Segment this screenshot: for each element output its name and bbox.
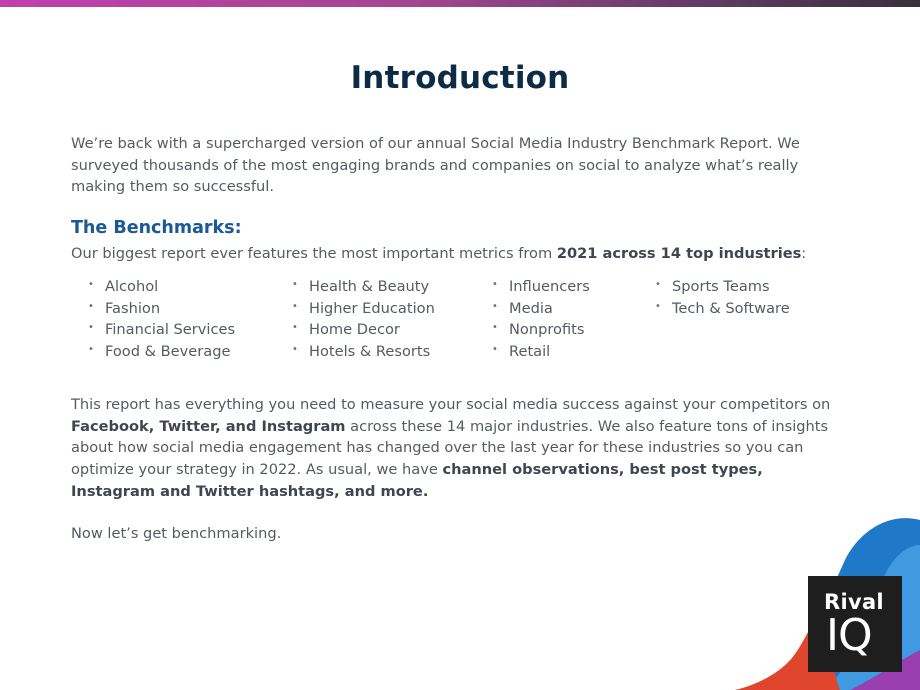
report-text-2: across these 14 major industries. We also feature tons of insights about how social media engagement has changed over the last year for these industries so you can optimize your strategy in 2022. As usual, we have: [71, 417, 829, 479]
industry-column-4: [655, 276, 790, 319]
page-title: Introduction: [350, 60, 570, 96]
list-item: • Media: [492, 298, 590, 320]
report-bold-2: channel observations, best post types, Instagram and Twitter hashtags, and more.: [71, 461, 763, 500]
list-item: • Health & Beauty: [292, 276, 435, 298]
list-item: • Influencers: [492, 276, 590, 298]
benchmarks-heading: The Benchmarks:: [71, 218, 242, 238]
benchmarks-lead-bold: 2021 across 14 top industries: [556, 245, 802, 262]
logo-text-rival: Rival: [824, 590, 884, 614]
top-gradient-bar: [0, 0, 920, 7]
list-item: • Food & Beverage: [88, 341, 235, 363]
benchmarks-lead: [71, 243, 831, 265]
logo-text-iq: IQ: [826, 610, 872, 661]
rival-iq-logo: [808, 576, 902, 672]
industry-column-2: [292, 276, 435, 363]
industry-list: [0, 276, 920, 366]
benchmarks-lead-suffix: :: [801, 245, 807, 262]
list-item: • Fashion: [88, 298, 235, 320]
list-item: • Home Decor: [292, 319, 435, 341]
list-item: • Alcohol: [88, 276, 235, 298]
list-item: • Higher Education: [292, 298, 435, 320]
industry-column-3: [492, 276, 590, 363]
list-item: • Nonprofits: [492, 319, 590, 341]
list-item: • Hotels & Resorts: [292, 341, 435, 363]
list-item: • Retail: [492, 341, 590, 363]
industry-column-1: [88, 276, 235, 363]
report-bold-1: Facebook, Twitter, and Instagram: [71, 417, 346, 435]
intro-paragraph: We’re back with a supercharged version of our annual Social Media Industry Benchmark Report. We surveyed thousands of the most engaging brands and companies on social to analyze what’s really making them so successful.: [71, 135, 800, 196]
list-item: • Tech & Software: [655, 298, 790, 320]
benchmarks-lead-prefix: Our biggest report ever features the most important metrics from: [71, 245, 557, 262]
list-item: • Financial Services: [88, 319, 235, 341]
report-text-1: This report has everything you need to measure your social media success against your competitors on: [71, 396, 831, 413]
closing-line: Now let’s get benchmarking.: [71, 525, 282, 542]
list-item: • Sports Teams: [655, 276, 790, 298]
report-paragraph: [71, 394, 831, 503]
